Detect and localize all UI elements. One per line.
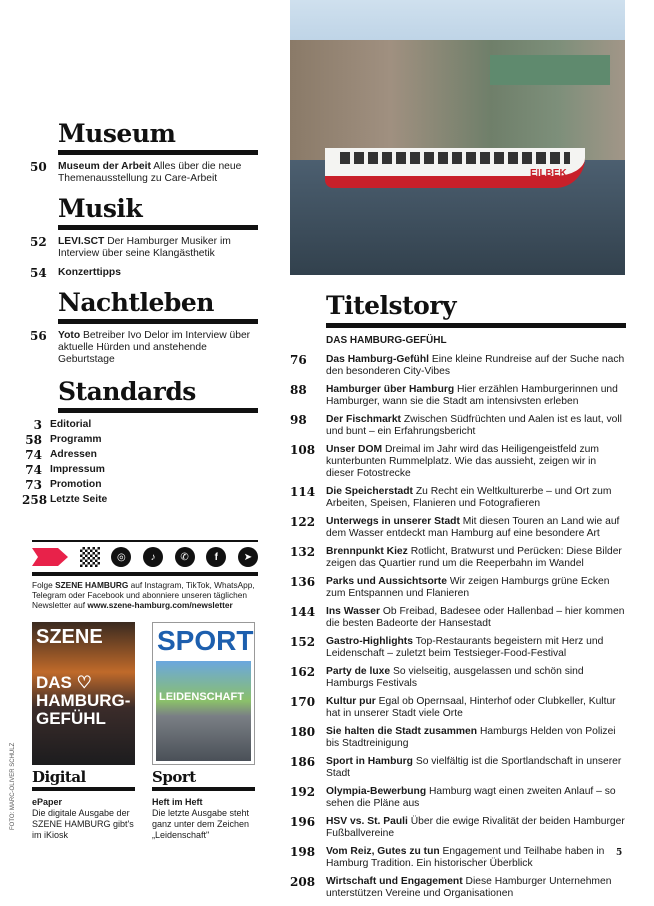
page-number: 198 [290,845,316,859]
item-text: Hamburgs Helden von Polizei bis Stadtreinigung [326,726,616,749]
item-text: Diese Hamburger Unternehmen unterstützen Vereine und Organisationen [326,876,612,899]
item-title: Adressen [50,449,97,460]
toc-item[interactable] [290,576,626,600]
toc-item[interactable] [30,161,258,185]
item-title: Unser DOM [326,444,383,455]
page-number: 196 [290,815,316,829]
item-title: Der Fischmarkt [326,414,401,425]
item-title: Kultur pur [326,696,376,707]
item-text: Ob Freibad, Badesee oder Hallenbad – hier kommen die besten Badeorte der Hansestadt [326,606,625,629]
heft-im-heft-label: Heft im Heft [152,797,203,807]
digital-cover-image[interactable]: SZENE DAS ♡ HAMBURG-GEFÜHL [32,622,135,765]
sport-block [152,768,255,841]
page-number: 144 [290,605,316,619]
item-text: Top-Restaurants begeistern mit Herz und Leidenschaft – zuletzt beim Testsieger-Food-Festival [326,636,604,659]
item-title: Gastro-Highlights [326,636,413,647]
item-title: Konzerttipps [58,267,121,278]
facebook-icon[interactable]: f [206,547,226,567]
toc-item[interactable] [290,384,626,408]
newsletter-link[interactable]: www.szene-hamburg.com/newsletter [87,600,233,610]
left-column [22,119,258,509]
item-title: Impressum [50,464,105,475]
item-text: Wir zeigen Hamburgs grüne Ecken zum Entspannen und Flanieren [326,576,610,599]
item-text: So vielseitig, ausgelassen und schön sind Hamburgs Festivals [326,666,584,689]
toc-item[interactable] [290,546,626,570]
digital-heading: Digital [32,768,86,786]
page-number: 50 [30,160,47,174]
titelstory-subtitle: DAS HAMBURG-GEFÜHL [326,335,447,346]
page-number: 88 [290,383,307,397]
page-number: 170 [290,695,316,709]
item-title: Wirtschaft und Engagement [326,876,463,887]
page-number: 132 [290,545,316,559]
page-number: 114 [290,485,316,499]
item-text: Der Hamburger Musiker im Interview über seine Klangästhetik [58,236,231,259]
toc-item[interactable] [30,236,258,260]
section-museum [30,120,258,155]
page-number: 98 [290,413,307,427]
item-text: Dreimal im Jahr wird das Heiligengeistfeld zum kunterbunten Rummelplatz. Wie das aussieht, zeigen wir in dieser Fotostrecke [326,444,599,479]
item-text: Über die ewige Rivalität der beiden Hamburger Fußballvereine [326,816,625,839]
page-number-footer: 5 [616,848,623,858]
page-number: 108 [290,443,316,457]
page-number: 208 [290,875,316,889]
divider [326,323,626,328]
section-heading: Standards [58,377,196,406]
toc-item[interactable] [22,464,258,476]
sport-heading: Sport [152,768,196,786]
page-number: 162 [290,665,316,679]
toc-item[interactable] [22,419,258,431]
toc-item[interactable] [290,816,626,840]
szene-logo-arrow-icon [32,546,68,568]
divider [58,225,258,230]
item-text: Rotlicht, Bratwurst und Perücken: Diese Bilder zeigen das Quartier rund um die Reeperbahn im Wandel [326,546,622,569]
page-number: 258 [22,493,48,507]
social-text: Folge SZENE HAMBURG auf Instagram, TikTok, WhatsApp, Telegram oder Facebook und abonniere unseren täglichen Newsletter auf www.szene-hamburg.com/newsletter [32,580,255,610]
item-title: Olympia-Bewerbung [326,786,427,797]
section-heading: Titelstory [326,291,457,320]
sport-text: Die letzte Ausgabe steht ganz unter dem Zeichen „Leidenschaft" [152,808,250,840]
section-heading: Musik [58,194,143,223]
item-title: Sport in Hamburg [326,756,413,767]
instagram-icon[interactable]: ◎ [111,547,131,567]
item-text: Engagement und Teilhabe haben in Hamburg Tradition. Ein historischer Überblick [326,846,605,869]
item-text: Mit diesen Touren an Land wie auf dem Wasser entdeckt man Hamburg auf eine besondere Art [326,516,620,539]
toc-item[interactable] [290,756,626,780]
item-text: Zu Recht ein Weltkulturerbe – und Ort zum Arbeiten, Speisen, Flanieren und Fotografieren [326,486,612,509]
item-title: Unterwegs in unserer Stadt [326,516,460,527]
item-text: Eine kleine Rundreise auf der Suche nach den besonderen City-Vibes [326,354,625,377]
toc-item[interactable] [290,696,626,720]
toc-item[interactable] [290,666,626,690]
page-number: 58 [25,433,42,447]
item-title: HSV vs. St. Pauli [326,816,408,827]
item-title: Hamburger über Hamburg [326,384,455,395]
page-number: 136 [290,575,316,589]
toc-item[interactable] [290,636,626,660]
titelstory-section [290,292,626,906]
page-number: 54 [30,266,47,280]
telegram-icon[interactable]: ➤ [238,547,258,567]
item-title: LEVI.SCT [58,236,105,247]
item-title: Das Hamburg-Gefühl [326,354,429,365]
toc-item[interactable] [22,494,258,506]
page-number: 122 [290,515,316,529]
toc-item[interactable] [22,479,258,491]
page-number: 56 [30,329,47,343]
page-number: 74 [25,448,42,462]
boat-name: EILBEK [530,168,567,179]
item-text: So vielfältig ist die Sportlandschaft in unserer Stadt [326,756,622,779]
toc-item[interactable] [290,606,626,630]
item-title: Parks und Aussichtsorte [326,576,447,587]
whatsapp-icon[interactable]: ✆ [175,547,195,567]
item-title: Editorial [50,419,92,430]
titelstory-list [290,354,626,900]
social-box [32,540,258,610]
item-title: Promotion [50,479,102,490]
qr-code-icon[interactable] [80,547,100,567]
toc-item[interactable] [290,444,626,480]
item-title: Sie halten die Stadt zusammen [326,726,478,737]
item-title: Letzte Seite [50,494,108,505]
page-number: 52 [30,235,47,249]
toc-item[interactable] [290,846,626,870]
digital-text: Die digitale Ausgabe der SZENE HAMBURG gibt's im iKiosk [32,808,134,840]
section-nachtleben [30,289,258,324]
photo-credit: FOTO: MARC-OLIVER SCHULZ [10,742,16,830]
item-text: Zwischen Südfrüchten und Aalen ist es laut, voll und bunt – ein Erfahrungsbericht [326,414,622,437]
item-title: Programm [50,434,102,445]
page-number: 3 [33,418,42,432]
toc-item[interactable] [30,267,258,279]
section-heading: Nachtleben [58,288,214,317]
item-title: Museum der Arbeit [58,161,151,172]
item-title: Ins Wasser [326,606,380,617]
toc-item[interactable] [30,330,258,366]
toc-item[interactable] [290,786,626,810]
standards-list [22,419,258,506]
page-number: 74 [25,463,42,477]
tiktok-icon[interactable]: ♪ [143,547,163,567]
item-text: Hier erzählen Hamburgerinnen und Hamburger, wann sie die Stadt am intensivsten erleben [326,384,618,407]
toc-item[interactable] [22,434,258,446]
item-title: Party de luxe [326,666,391,677]
divider [58,408,258,413]
item-text: Betreiber Ivo Delor im Interview über aktuelle Hürden und anstehende Geburtstage [58,330,251,365]
digital-block [32,768,135,841]
item-text: Egal ob Opernsaal, Hinterhof oder Clubkeller, Kultur hat in unserer Stadt viele Orte [326,696,616,719]
item-text: Alles über die neue Themenausstellung zu Care-Arbeit [58,161,242,184]
cover-photo-alster-boat [290,0,625,275]
toc-item[interactable] [290,876,626,900]
toc-item[interactable] [290,516,626,540]
item-title: Yoto [58,330,81,341]
page-number: 180 [290,725,316,739]
epaper-label[interactable]: ePaper [32,797,63,807]
page-number: 152 [290,635,316,649]
item-text: Hamburg wagt einen zweiten Anlauf – so sehen die Pläne aus [326,786,616,809]
page-number: 73 [25,478,42,492]
sport-cover-image[interactable]: SPORT LEIDENSCHAFT [152,622,255,765]
toc-item[interactable] [22,449,258,461]
divider [58,150,258,155]
toc-item[interactable] [290,726,626,750]
item-title: Brennpunkt Kiez [326,546,408,557]
divider [58,319,258,324]
page-number: 186 [290,755,316,769]
toc-item[interactable] [290,486,626,510]
toc-item[interactable] [290,414,626,438]
section-musik [30,195,258,230]
item-title: Vom Reiz, Gutes zu tun [326,846,440,857]
page-number: 76 [290,353,307,367]
item-title: Die Speicherstadt [326,486,413,497]
toc-item[interactable] [290,354,626,378]
page-number: 192 [290,785,316,799]
section-heading: Museum [58,119,176,148]
section-standards [30,378,258,413]
